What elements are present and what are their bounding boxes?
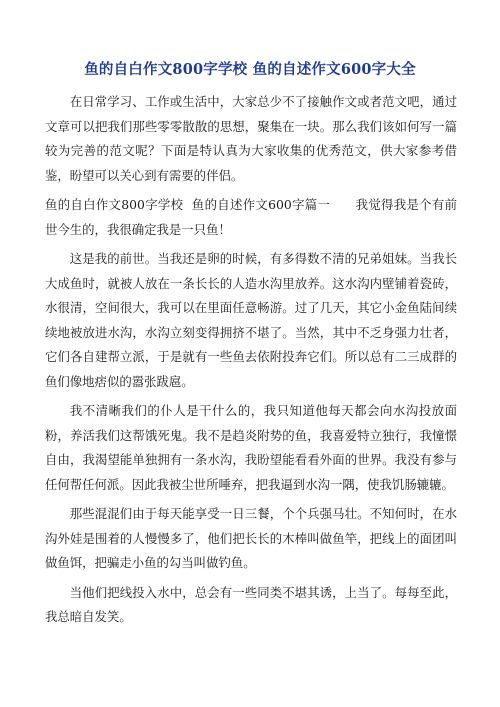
section-heading-paragraph bbox=[45, 193, 457, 242]
body-paragraph: 当他们把线投入水中，总会有一些同类不堪其诱，上当了。每每至此，我总暗自发笑。 bbox=[45, 584, 457, 624]
intro-paragraph: 在日常学习、工作或生活中，大家总少不了接触作文或者范文吧，通过文章可以把我们那些零零散散的思想，聚集在一块。那么我们该如何写一篇较为完善的范文呢？下面是特认真为大家收集的优秀范文，供大家参考借鉴，盼望可以关心到有需要的伴侣。 bbox=[45, 94, 457, 183]
body-paragraph: 我不清晰我们的仆人是干什么的，我只知道他每天都会向水沟投放面粉，养活我们这帮饿死鬼。我不是趋炎附势的鱼，我喜爱特立独行，我憧憬自由，我渴望能单独拥有一条水沟，我盼望能看看外面的世界。我没有参与任何帮任何派。因此我被尘世所唾弃，把我逼到水沟一隅，使我饥肠辘辘。 bbox=[45, 403, 457, 492]
body-paragraph: 这是我的前世。当我还是卵的时候，有多得数不清的兄弟姐妹。当我长大成鱼时，就被人放在一条长长的人造水沟里放养。这水沟内壁铺着瓷砖，水很清，空间很大，我可以在里面任意畅游。过了几天，其它小金鱼陆间续续地被放进水沟，水沟立刻变得拥挤不堪了。当然，其中不乏身强力壮者，它们各自建帮立派，于是就有一些鱼去依附投奔它们。所以总有二三成群的鱼们像地痞似的嚣张跋扈。 bbox=[45, 251, 457, 389]
section-opening-text: 我觉得我是个有前世今生的，我很确定我是一只鱼！ bbox=[45, 197, 457, 237]
document-body bbox=[45, 90, 457, 635]
section-spacer bbox=[330, 197, 355, 212]
document-title: 鱼的自白作文800字学校 鱼的自述作文600字大全 bbox=[84, 61, 416, 78]
section-label: 鱼的自白作文800字学校 鱼的自述作文600字篇一 bbox=[45, 197, 331, 212]
body-paragraph: 那些混混们由于每天能享受一日三餐，个个兵强马壮。不知何时，在水沟外娃是围着的人慢慢多了，他们把长长的木棒叫做鱼竿，把线上的面团叫做鱼饵，把骗走小鱼的勾当叫做钓鱼。 bbox=[45, 506, 457, 570]
